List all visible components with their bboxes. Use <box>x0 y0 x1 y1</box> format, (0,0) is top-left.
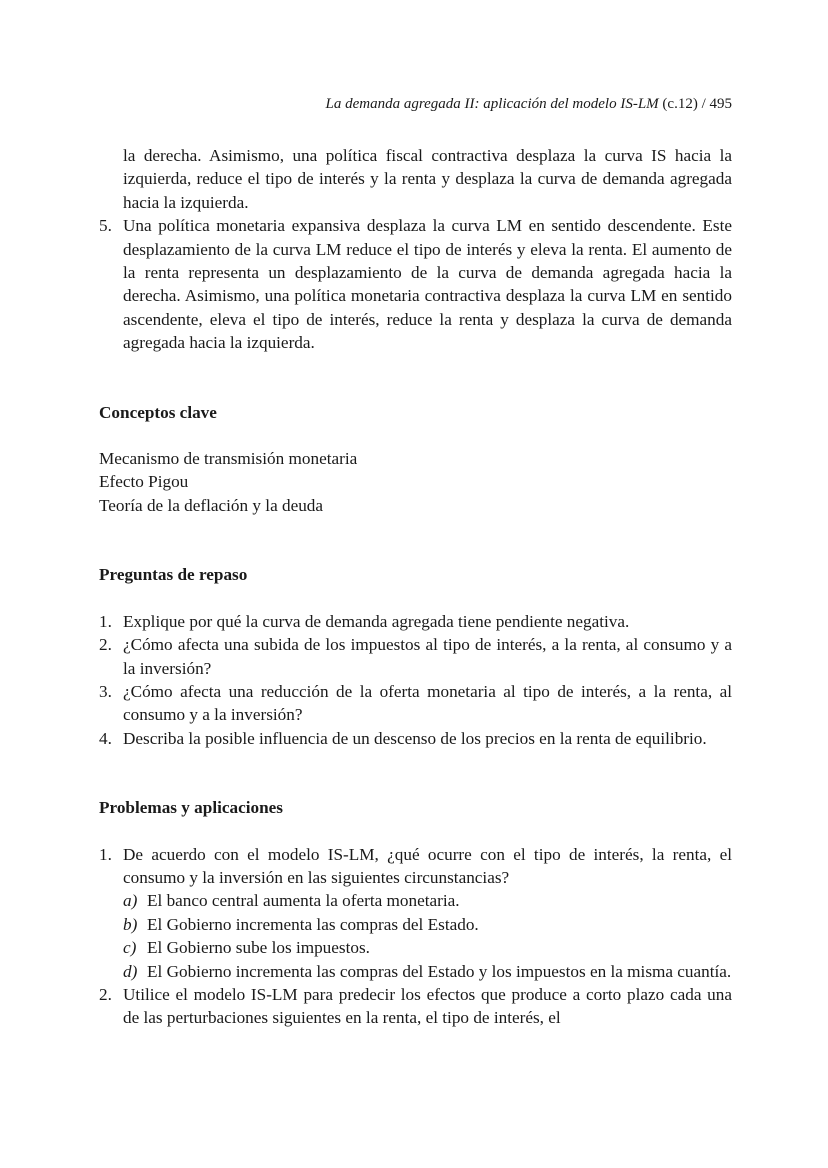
page-number: 495 <box>709 96 732 112</box>
subitem-text: El banco central aumenta la oferta monetaria. <box>147 891 460 911</box>
key-concept-item: Teoría de la deflación y la deuda <box>99 495 324 515</box>
page-body <box>99 144 732 1030</box>
subitem-label: c) <box>123 938 137 958</box>
subitem-text: El Gobierno incrementa las compras del Estado. <box>147 914 479 934</box>
problem-number: 2. <box>99 984 112 1004</box>
summary-continuation: la derecha. Asimismo, una política fiscal contractiva desplaza la curva IS hacia la izquierda, reduce el tipo de interés y la renta y desplaza la curva de demanda agregada hacia la izquierda. <box>123 146 732 212</box>
review-question <box>99 633 732 680</box>
question-number: 3. <box>99 681 112 701</box>
key-concept-item: Mecanismo de transmisión monetaria <box>99 449 358 469</box>
problem-subitem <box>99 936 732 959</box>
question-number: 4. <box>99 728 112 748</box>
problem-number: 1. <box>99 844 112 864</box>
review-questions-heading: Preguntas de repaso <box>99 565 248 585</box>
problem-subitem <box>99 889 732 912</box>
review-question <box>99 727 732 750</box>
question-text: Explique por qué la curva de demanda agregada tiene pendiente negativa. <box>123 611 630 631</box>
summary-item-5 <box>99 214 732 354</box>
problems-heading: Problemas y aplicaciones <box>99 798 283 818</box>
subitem-text: El Gobierno sube los impuestos. <box>147 938 370 958</box>
problem-subitem <box>99 913 732 936</box>
question-number: 2. <box>99 635 112 655</box>
question-text: ¿Cómo afecta una subida de los impuestos al tipo de interés, a la renta, al consumo y a la inversión? <box>123 635 732 678</box>
problem-item-2 <box>99 983 732 1030</box>
problem-text: De acuerdo con el modelo IS-LM, ¿qué ocurre con el tipo de interés, la renta, el consumo y la inversión en las siguientes circunstancias? <box>123 844 732 887</box>
problem-item-1 <box>99 843 732 890</box>
key-concept-item: Efecto Pigou <box>99 472 189 492</box>
running-header <box>326 94 732 114</box>
review-question <box>99 610 732 633</box>
problem-text: Utilice el modelo IS-LM para predecir los efectos que produce a corto plazo cada una de las perturbaciones siguientes en la renta, el tipo de interés, el <box>123 984 732 1028</box>
question-text: Describa la posible influencia de un descenso de los precios en la renta de equilibrio. <box>123 728 707 748</box>
key-concepts-heading: Conceptos clave <box>99 402 217 422</box>
review-question <box>99 680 732 727</box>
subitem-text: El Gobierno incrementa las compras del Estado y los impuestos en la misma cuantía. <box>147 961 732 981</box>
subitem-label: b) <box>123 914 138 934</box>
question-number: 1. <box>99 611 112 631</box>
header-separator: / <box>701 96 706 112</box>
running-title: La demanda agregada II: aplicación del modelo IS-LM <box>325 96 659 112</box>
chapter-ref: (c.12) <box>662 96 698 112</box>
question-text: ¿Cómo afecta una reducción de la oferta monetaria al tipo de interés, a la renta, al consumo y a la inversión? <box>123 681 732 725</box>
problem-subitem <box>99 960 732 983</box>
subitem-label: d) <box>123 961 138 981</box>
summary-item-text: Una política monetaria expansiva desplaza la curva LM en sentido descendente. Este desplazamiento de la curva LM reduce el tipo de interés y eleva la renta. El aumento de la renta representa un desplazamiento de la curva de demanda agregada hacia la derecha. Asimismo, una política monetaria contractiva desplaza la curva LM en sentido ascendente, eleva el tipo de interés, reduce la renta y desplaza la curva de demanda agregada hacia la izquierda. <box>123 216 732 353</box>
subitem-label: a) <box>123 891 138 911</box>
summary-item-number: 5. <box>99 216 112 236</box>
